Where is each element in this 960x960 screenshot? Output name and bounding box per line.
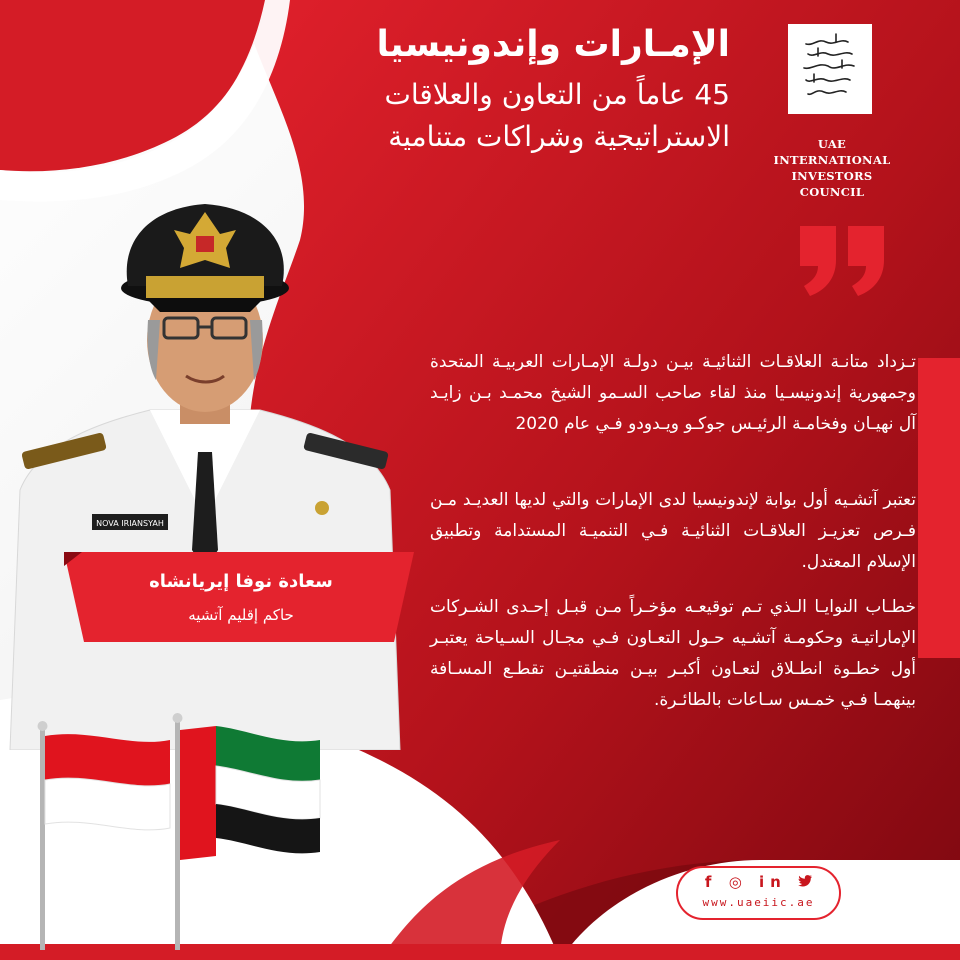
council-name <box>762 136 902 200</box>
website-url[interactable]: www.uaeiic.ae <box>702 896 815 909</box>
facebook-icon[interactable]: f <box>704 873 718 891</box>
governor-portrait <box>0 190 410 750</box>
council-logo <box>788 24 872 114</box>
accent-bar <box>918 358 960 658</box>
person-name: سعادة نوفا إيريانشاه <box>149 571 333 592</box>
instagram-icon[interactable]: ◎ <box>728 873 748 891</box>
paragraph-3: خطـاب النوايـا الـذي تـم توقيعـه مؤخـراً مـن قبـل إحـدى الشـركات الإماراتيـة وحكومـة آتشـيه حـول التعـاون فـي مجـال السـياحة يعتبـر أول خطـوة انطـلاق لتعـاون أكبـر بيـن منطقتيـن تقطـع المسـافة بينهمـا فـي خمـس سـاعات بالطائـرة. <box>430 597 916 710</box>
quotation-mark-icon <box>796 222 888 298</box>
council-name-line-1: UAE INTERNATIONAL <box>773 137 891 167</box>
paragraph-2: تعتبر آتشـيه أول بوابة لإندونيسيا لدى الإمارات والتي لديها العديـد مـن فـرص تعزيـز العلاقـات الثنائيـة فـي التنميـة المستدامة وتطبيق الإسلام المعتدل. <box>430 490 916 572</box>
headline-line-1: الإمـارات وإندونيسيا <box>376 24 730 65</box>
portrait-image <box>0 190 410 750</box>
twitter-icon[interactable] <box>798 873 812 891</box>
uae-flag-icon <box>173 713 321 950</box>
paragraph-1: تـزداد متانـة العلاقـات الثنائيـة بيـن دولـة الإمـارات العربيـة المتحدة وجمهورية إندونيسـيا منذ لقاء صاحب السـمو الشيخ محمـد بـن زايـد آل نهيـان وفخامـة الرئيـس جوكـو ويـدودو فـي عام 2020 <box>430 352 916 434</box>
flags-illustration <box>20 700 350 950</box>
council-name-line-2: INVESTORS COUNCIL <box>791 169 873 199</box>
name-badge-text: NOVA IRIANSYAH <box>96 519 164 528</box>
social-links <box>676 866 841 920</box>
arabic-calligraphy-logo-icon <box>788 24 872 114</box>
indonesia-flag-icon <box>38 721 171 950</box>
person-title: حاكم إقليم آتشيه <box>188 606 294 624</box>
linkedin-icon[interactable]: in <box>759 873 787 891</box>
name-plate <box>64 552 414 642</box>
headline-line-2: 45 عاماً من التعاون والعلاقات <box>384 78 730 111</box>
headline-line-3: الاستراتيجية وشراكات متنامية <box>388 120 730 153</box>
